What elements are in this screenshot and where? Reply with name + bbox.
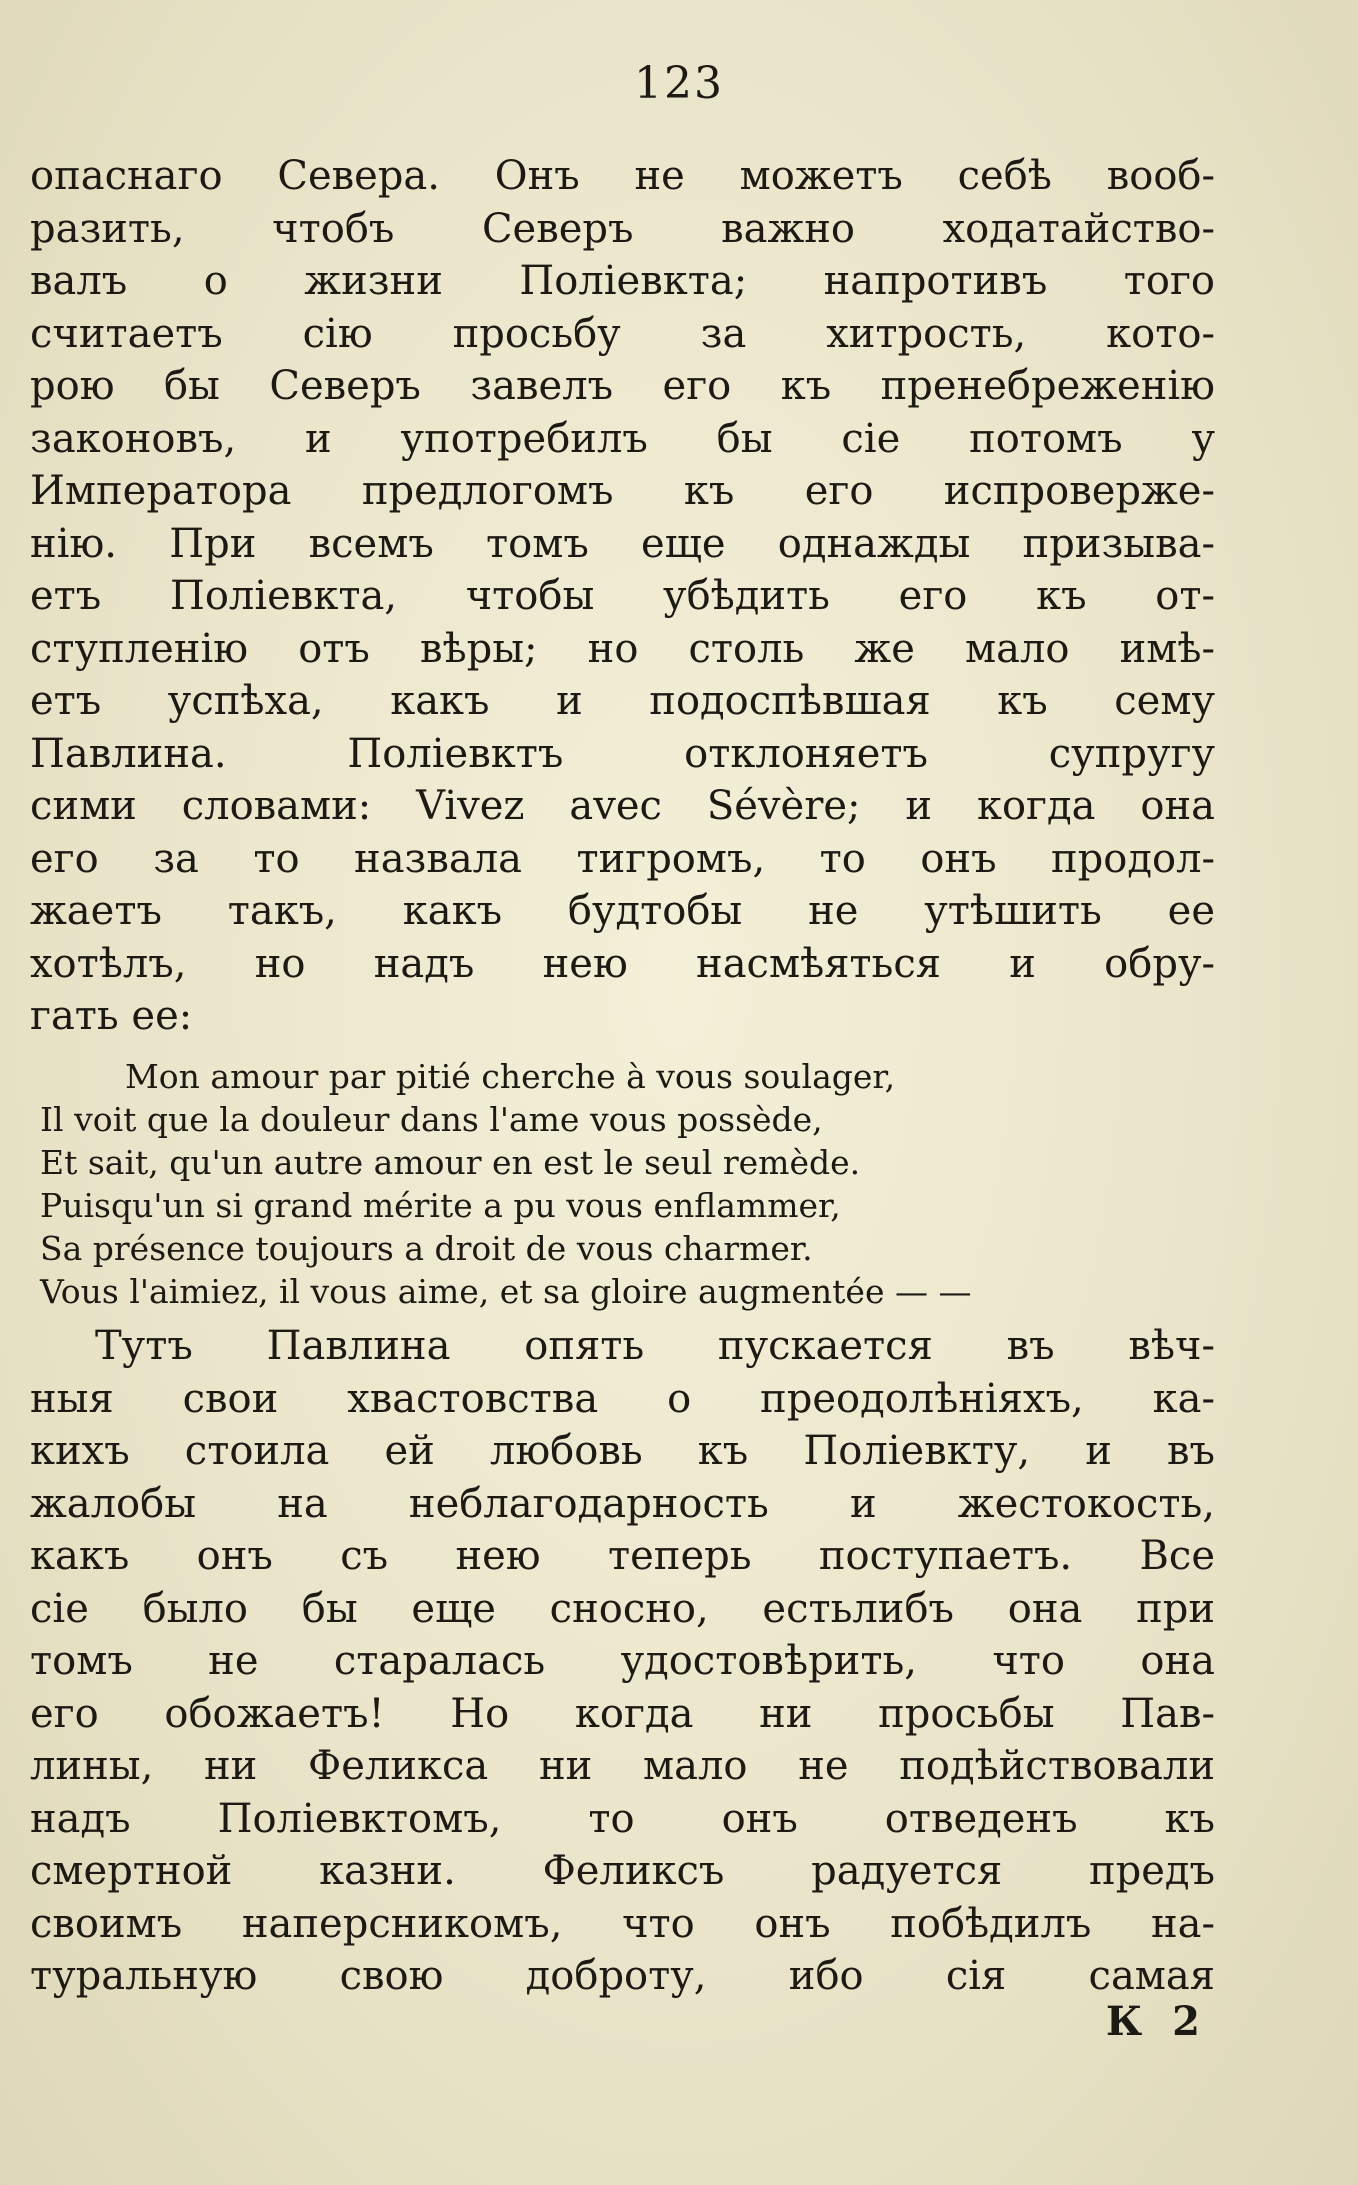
text-line: надъ Поліевктомъ, то онъ отведенъ къ [30, 1795, 1215, 1842]
verse-line: Vous l'aimiez, il vous aime, et sa gloire augmentée — — [40, 1272, 972, 1311]
text-line: разить, чтобъ Северъ важно ходатайство- [30, 205, 1215, 252]
text-line: сіе было бы еще сносно, естьлибъ она при [30, 1585, 1215, 1632]
paragraph-2 [30, 1320, 1215, 2003]
text-line: туральную свою доброту, ибо сія самая [30, 1953, 1215, 1999]
text-line: Павлина. Поліевктъ отклоняетъ супругу [30, 730, 1215, 777]
text-line: жалобы на неблагодарность и жестокость, [30, 1480, 1215, 1527]
text-line: хотѣлъ, но надъ нею насмѣяться и обру- [30, 940, 1215, 987]
text-line: валъ о жизни Поліевкта; напротивъ того [30, 258, 1215, 304]
text-line: его обожаетъ! Но когда ни просьбы Пав- [30, 1690, 1215, 1737]
page-number: 123 [634, 58, 724, 109]
paragraph-1 [30, 150, 1215, 1043]
verse-line: Et sait, qu'un autre amour en est le seul remède. [40, 1143, 861, 1182]
text-line: опаснаго Севера. Онъ не можетъ себѣ вооб- [30, 153, 1215, 199]
text-line: рою бы Северъ завелъ его къ пренебреженію [30, 363, 1215, 409]
text-line: етъ успѣха, какъ и подоспѣвшая къ сему [30, 678, 1215, 724]
text-line: смертной казни. Феликсъ радуется предъ [30, 1848, 1215, 1894]
verse-line: Mon amour par pitié cherche à vous soulager, [125, 1057, 896, 1096]
text-line: томъ не старалась удостовѣрить, что она [30, 1638, 1215, 1684]
verse-line: Puisqu'un si grand mérite a pu vous enflammer, [40, 1186, 841, 1225]
signature-mark: К 2 [1105, 1998, 1208, 2045]
text-line: нію. При всемъ томъ еще однажды призыва- [30, 520, 1215, 567]
text-line: ныя свои хвастовства о преодолѣніяхъ, ка- [30, 1375, 1215, 1422]
text-line: законовъ, и употребилъ бы сіе потомъ у [30, 415, 1215, 462]
text-line: его за то назвала тигромъ, то онъ продол- [30, 835, 1215, 882]
text-line: ступленію отъ вѣры; но столь же мало имѣ- [30, 625, 1215, 672]
text-line: етъ Поліевкта, чтобы убѣдить его къ от- [30, 573, 1215, 619]
verse-line: Sa présence toujours a droit de vous charmer. [40, 1229, 813, 1268]
text-line: Тутъ Павлина опять пускается въ вѣч- [95, 1323, 1215, 1369]
text-line: Императора предлогомъ къ его испроверже- [30, 468, 1215, 514]
text-line: сими словами: Vivez avec Sévère; и когда она [30, 783, 1215, 829]
text-line: какъ онъ съ нею теперь поступаетъ. Все [30, 1533, 1215, 1579]
text-line: своимъ наперсникомъ, что онъ побѣдилъ на- [30, 1900, 1215, 1947]
verse-quote [40, 1055, 1180, 1313]
text-line: жаетъ такъ, какъ будтобы не утѣшить ее [30, 888, 1215, 934]
text-line: считаетъ сію просьбу за хитрость, кото- [30, 310, 1215, 357]
text-line: лины, ни Феликса ни мало не подѣйствовали [30, 1743, 1215, 1789]
verse-line: Il voit que la douleur dans l'ame vous possède, [40, 1100, 823, 1139]
text-line: кихъ стоила ей любовь къ Поліевкту, и въ [30, 1428, 1215, 1474]
text-line: гать ее: [30, 993, 193, 1039]
